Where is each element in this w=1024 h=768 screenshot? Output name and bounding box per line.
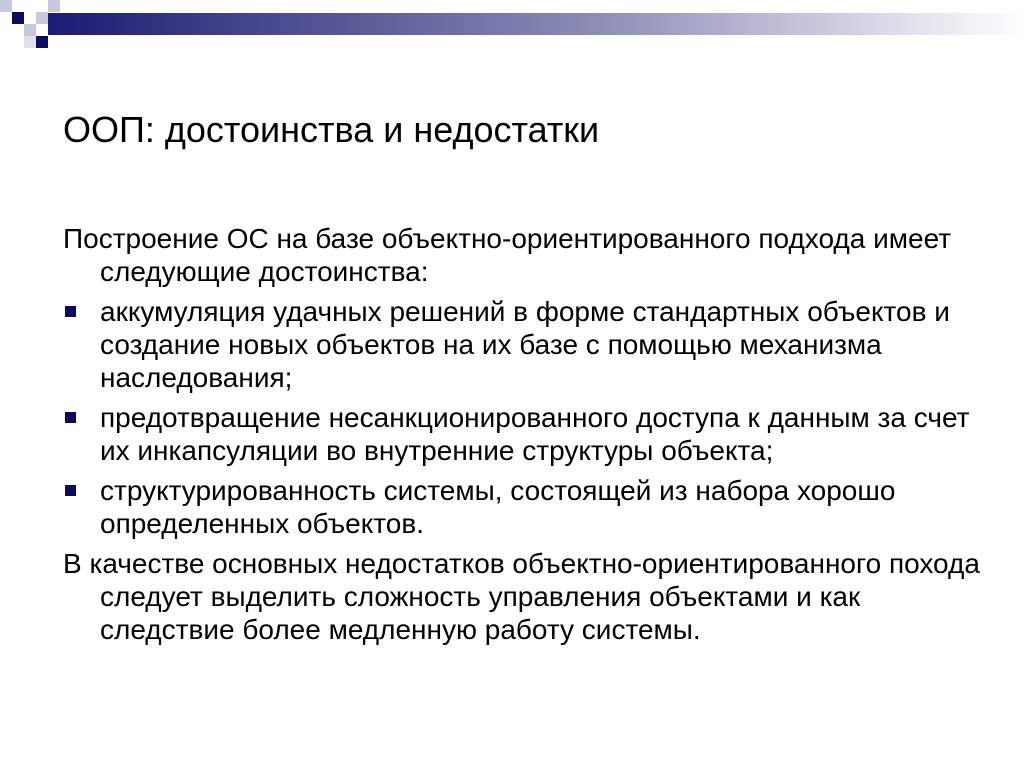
list-item-text: предотвращение несанкционированного доступа к данным за счет их инкапсуляции во внутренние структуры объекта; <box>100 402 970 466</box>
conclusion-paragraph: В качестве основных недостатков объектно-ориентированного похода следует выделить сложность управления объектами и как следствие более медленную работу системы. <box>63 548 980 645</box>
square-bullet-icon <box>65 412 76 423</box>
square-bullet-icon <box>65 306 76 317</box>
list-item-text: структурированность системы, состоящей из набора хорошо определенных объектов. <box>100 475 896 539</box>
slide-title: ООП: достоинства и недостатки <box>63 109 600 150</box>
slide-body <box>63 222 983 646</box>
list-item <box>63 295 983 394</box>
intro-paragraph: Построение ОС на базе объектно-ориентированного подхода имеет следующие достоинства: <box>63 223 952 287</box>
list-item-text: аккумуляция удачных решений в форме стандартных объектов и создание новых объектов на их базе с помощью механизма наследования; <box>100 296 950 393</box>
square-bullet-icon <box>65 485 76 496</box>
list-item <box>63 401 983 467</box>
advantages-list <box>63 295 983 540</box>
header-gradient-bar <box>0 0 1024 48</box>
list-item <box>63 474 983 540</box>
